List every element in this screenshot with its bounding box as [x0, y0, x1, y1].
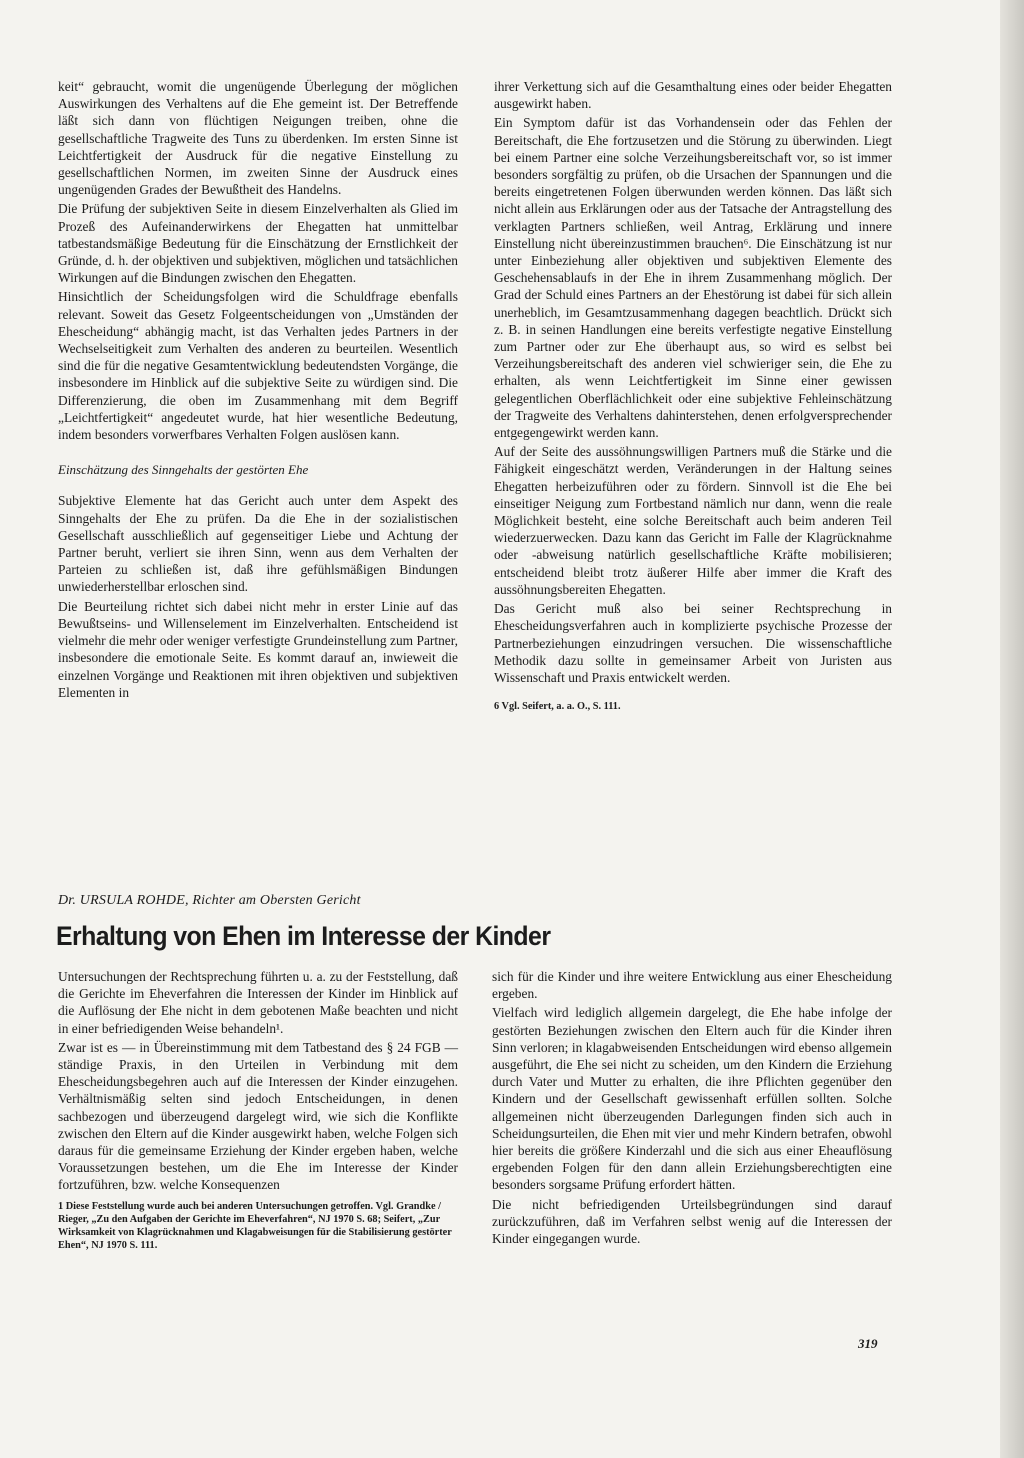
column-bottom-left [58, 968, 458, 1254]
paragraph: sich für die Kinder und ihre weitere Entwicklung aus einer Ehescheidung ergeben. [492, 969, 892, 1002]
column-bottom-right [492, 968, 892, 1249]
paragraph: Ein Symptom dafür ist das Vorhandensein oder das Fehlen der Bereitschaft, die Ehe fortzusetzen und die Störung zu überwinden. Liegt bei einem Partner eine solche Verzeihungsbereitschaft vor, so ist immer besonders sorgfältig zu prüfen, ob die Ursachen der Spannungen und die bereits eingetretenen Folgen überwunden werden können. Das läßt sich nicht allein aus Erklärungen oder aus der Tatsache der Antragstellung des verklagten Partners schließen, weil Antrag, Erklärung und innere Einstellung nicht übereinzustimmen brauchen⁶. Die Einschätzung ist nur unter Einbeziehung aller objektiven und subjektiven Elemente des Geschehensablaufs in der Ehe in ihrem Zusammenhang möglich. Der Grad der Schuld eines Partners an der Ehestörung ist dabei für sich allein unerheblich, im Gesamtzusammenhang dagegen beachtlich. Drückt sich z. B. in seinen Handlungen eine bereits verfestigte negative Einstellung zum Partner oder zur Ehe überhaupt aus, so wird es selbst bei Verzeihungsbereitschaft des anderen viel schwieriger sein, die Ehe zu erhalten, als wenn Leichtfertigkeit im Sinne einer gewissen gelegentlichen Oberflächlichkeit oder eine subjektive Fehleinschätzung der Tragweite des Verhaltens dahinterstehen, denen erfolgversprechender entgegengewirkt werden kann. [494, 115, 892, 441]
paragraph: Die Beurteilung richtet sich dabei nicht mehr in erster Linie auf das Bewußtseins- und Willenselement im Einzelverhalten. Entscheidend ist vielmehr die mehr oder weniger verfestigte Grundeinstellung zum Partner, insbesondere die emotionale Seite. Es kommt darauf an, inwieweit die einzelnen Vorgänge und Reaktionen mit ihren objektiven und subjektiven Elementen in [58, 598, 458, 700]
paragraph: keit“ gebraucht, womit die ungenügende Überlegung der möglichen Auswirkungen des Verhaltens auf die Ehe gemeint ist. Der Betreffende läßt sich dann von flüchtigen Neigungen treiben, ohne die gesellschaftliche Tragweite des Tuns zu überdenken. Im ersten Sinne ist Leichtfertigkeit der Ausdruck für die negative Einstellung zu gesellschaftlichen Normen, im zweiten Sinne der Ausdruck eines ungenügenden Grades der Bewußtheit des Handelns. [58, 79, 458, 198]
section-subheading: Einschätzung des Sinngehalts der gestörten Ehe [58, 462, 309, 478]
article-headline: Erhaltung von Ehen im Interesse der Kinder [56, 921, 551, 951]
page-number: 319 [858, 1336, 878, 1351]
paragraph: Vielfach wird lediglich allgemein dargelegt, die Ehe habe infolge der gestörten Beziehungen zwischen den Eltern auch für die Kinder ihren Sinn verloren; in klagabweisenden Entscheidungen wird ebenso allgemein ausgeführt, die Ehe sei nicht zu scheiden, um den Kindern die Erziehung durch Vater und Mutter zu erhalten, die ihre Pflichten gegenüber den Kindern und der Gesellschaft gewissenhaft erfüllen sollten. Solche allgemeinen nicht überzeugenden Darlegungen finden sich auch in Scheidungsurteilen, die Ehen mit vier und mehr Kindern betrafen, obwohl hier bereits die größere Kinderzahl und die sich aus einer Eheauflösung ergebenden Folgen für den dann allein Erziehungsberechtigten eine besonders sorgsame Prüfung erfordert hätten. [492, 1005, 892, 1193]
column-top-left [58, 78, 458, 703]
footnote: 6 Vgl. Seifert, a. a. O., S. 111. [494, 701, 621, 713]
footnote: 1 Diese Feststellung wurde auch bei anderen Untersuchungen getroffen. Vgl. Grandke / Rieger, „Zu den Aufgaben der Gerichte im Eheverfahren“, NJ 1970 S. 68; Seifert, „Zur Wirksamkeit von Klagrücknahmen und Klagabweisungen für die Stabilisierung gestörter Ehen“, NJ 1970 S. 111. [58, 1200, 452, 1251]
paragraph: Zwar ist es — in Übereinstimmung mit dem Tatbestand des § 24 FGB — ständige Praxis, in den Urteilen in Verbindung mit dem Ehescheidungsbegehren auch auf die Interessen der Kinder einzugehen. Verhältnismäßig selten sind jedoch Entscheidungen, in denen sachbezogen und überzeugend dargelegt wird, wie sich die Konflikte zwischen den Eltern auf die Kinder ausgewirkt haben, welche Folgen sich daraus für die gemeinsame Erziehung der Kinder ergeben haben, welche Voraussetzungen bestehen, um die Ehe im Interesse der Kinder fortzuführen, bzw. welche Konsequenzen [58, 1039, 458, 1193]
paragraph: ihrer Verkettung sich auf die Gesamthaltung eines oder beider Ehegatten ausgewirkt haben. [494, 79, 892, 112]
paragraph: Untersuchungen der Rechtsprechung führten u. a. zu der Feststellung, daß die Gerichte im Eheverfahren die Interessen der Kinder im Hinblick auf die Auflösung der Ehe nicht in dem gebotenen Maße beachten und nicht in einer befriedigenden Weise behandeln¹. [58, 969, 458, 1036]
paragraph: Die nicht befriedigenden Urteilsbegründungen sind darauf zurückzuführen, daß im Verfahren selbst wenig auf die Interessen der Kinder eingegangen wurde. [492, 1196, 892, 1247]
page-edge-shadow [1000, 0, 1024, 1458]
column-top-right [494, 78, 892, 715]
paragraph: Das Gericht muß also bei seiner Rechtsprechung in Ehescheidungsverfahren auch in komplizierte psychische Prozesse der Partnerbeziehungen einzudringen versuchen. Die wissenschaftliche Methodik dazu sollte in gemeinsamer Arbeit von Juristen aus Wissenschaft und Praxis entwickelt werden. [494, 601, 892, 685]
paragraph: Subjektive Elemente hat das Gericht auch unter dem Aspekt des Sinngehalts der Ehe zu prüfen. Da die Ehe in der sozialistischen Gesellschaft ausschließlich auf gegenseitiger Liebe und Achtung der Partner beruht, verliert sie ihren Sinn, wenn aus dem Verhalten der Parteien zu schließen ist, daß ihre gefühlsmäßigen Bindungen unwiederherstellbar erloschen sind. [58, 493, 458, 595]
paragraph: Die Prüfung der subjektiven Seite in diesem Einzelverhalten als Glied im Prozeß des Aufeinanderwirkens der Ehegatten hat unmittelbar tatbestandsmäßige Bedeutung für die Einschätzung der Ernstlichkeit der Gründe, d. h. der objektiven und subjektiven, möglichen und tatsächlichen Wirkungen auf die Bindungen zwischen den Ehegatten. [58, 201, 458, 286]
paragraph: Auf der Seite des aussöhnungswilligen Partners muß die Stärke und die Fähigkeit eingeschätzt werden, Veränderungen in der Haltung seines Ehegatten herbeizuführen oder zu fördern. Sinnvoll ist die Ehe bei einseitiger Neigung zum Fortbestand nämlich nur dann, wenn die reale Möglichkeit besteht, eine solche Bereitschaft auch beim anderen Teil wiederzuerwecken. Dazu kann das Gericht im Falle der Klagrücknahme oder -abweisung natürlich gesellschaftliche Kräfte mobilisieren; entscheidend bleibt trotz äußerer Hilfe aber immer die Kraft des aussöhnungsbereiten Ehegatten. [494, 444, 892, 597]
author-byline: Dr. URSULA ROHDE, Richter am Obersten Gericht [58, 893, 361, 908]
paragraph: Hinsichtlich der Scheidungsfolgen wird die Schuldfrage ebenfalls relevant. Soweit das Gesetz Folgeentscheidungen von „Umständen der Ehescheidung“ abhängig macht, ist das Verhalten jedes Partners in der Wechselseitigkeit zum Verhalten des anderen zu beurteilen. Wesentlich sind die für die negative Gesamtentwicklung bedeutendsten Vorgänge, die insbesondere im Hinblick auf die subjektive Seite zu würdigen sind. Die Differenzierung, die oben im Zusammenhang mit dem Begriff „Leichtfertigkeit“ angedeutet wurde, hat hier wesentliche Bedeutung, indem besonders vorwerfbares Verhalten Folgen auslösen kann. [58, 289, 458, 443]
